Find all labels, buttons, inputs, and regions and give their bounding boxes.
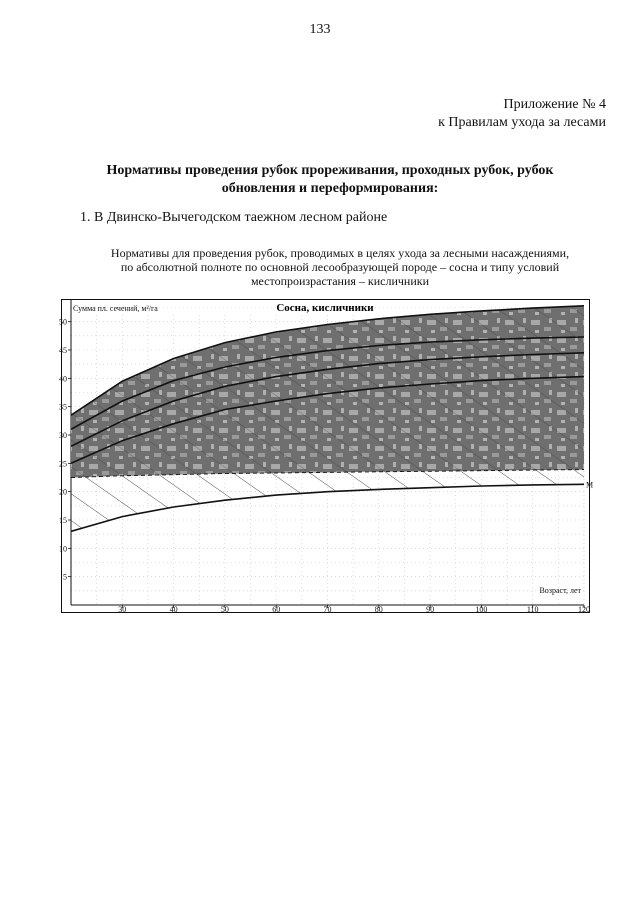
y-tick-label: 45: [59, 346, 67, 355]
chart: [59, 299, 594, 614]
appendix-line-2: к Правилам ухода за лесами: [438, 115, 606, 130]
x-tick-label: 40: [169, 605, 178, 614]
y-tick-label: 50: [59, 317, 67, 327]
caption-line-1: Нормативы для проведения рубок, проводимых в целях ухода за лесными насаждениями,: [110, 246, 570, 260]
page-number: 133: [309, 22, 331, 37]
x-tick-label: 60: [272, 605, 281, 614]
y-tick-label: 10: [59, 544, 67, 554]
x-tick-label: 30: [118, 605, 127, 614]
caption-line-2: по абсолютной полноте по основной лесообразующей породе – сосна и типу условий: [120, 260, 560, 274]
x-axis-label: Возраст, лет: [539, 586, 581, 595]
x-tick-label: 90: [426, 605, 435, 614]
y-axis-label: Сумма пл. сечений, м²/га: [73, 304, 158, 313]
chart-svg: [59, 299, 594, 614]
y-tick-label: 35: [59, 402, 67, 412]
y-tick-label: 20: [59, 487, 67, 497]
chart-title: Сосна, кисличники: [276, 302, 374, 314]
appendix-reference: [438, 96, 606, 132]
y-tick-label: 25: [59, 459, 67, 469]
series-label-m: M: [586, 480, 594, 490]
caption-line-3: местопроизрастания – кисличники: [250, 274, 430, 288]
x-tick-label: 110: [526, 605, 539, 614]
y-tick-label: 5: [63, 572, 67, 582]
x-tick-label: 100: [475, 605, 488, 614]
x-tick-label: 70: [323, 605, 332, 614]
section-heading: 1. В Двинско-Вычегодском таежном лесном районе: [80, 210, 388, 225]
y-tick-label: 30: [59, 431, 67, 440]
x-tick-label: 50: [220, 605, 229, 614]
y-tick-label: 40: [59, 374, 67, 384]
title-line-1: Нормативы проведения рубок прореживания, проходных рубок, рубок: [106, 163, 554, 178]
chart-caption: [70, 246, 610, 288]
x-tick-label: 120: [578, 605, 590, 614]
appendix-line-1: Приложение № 4: [503, 97, 606, 112]
title-line-2: обновления и переформирования:: [221, 181, 439, 196]
document-title: [60, 162, 600, 198]
x-tick-label: 80: [374, 605, 383, 614]
y-tick-label: 15: [59, 516, 67, 525]
